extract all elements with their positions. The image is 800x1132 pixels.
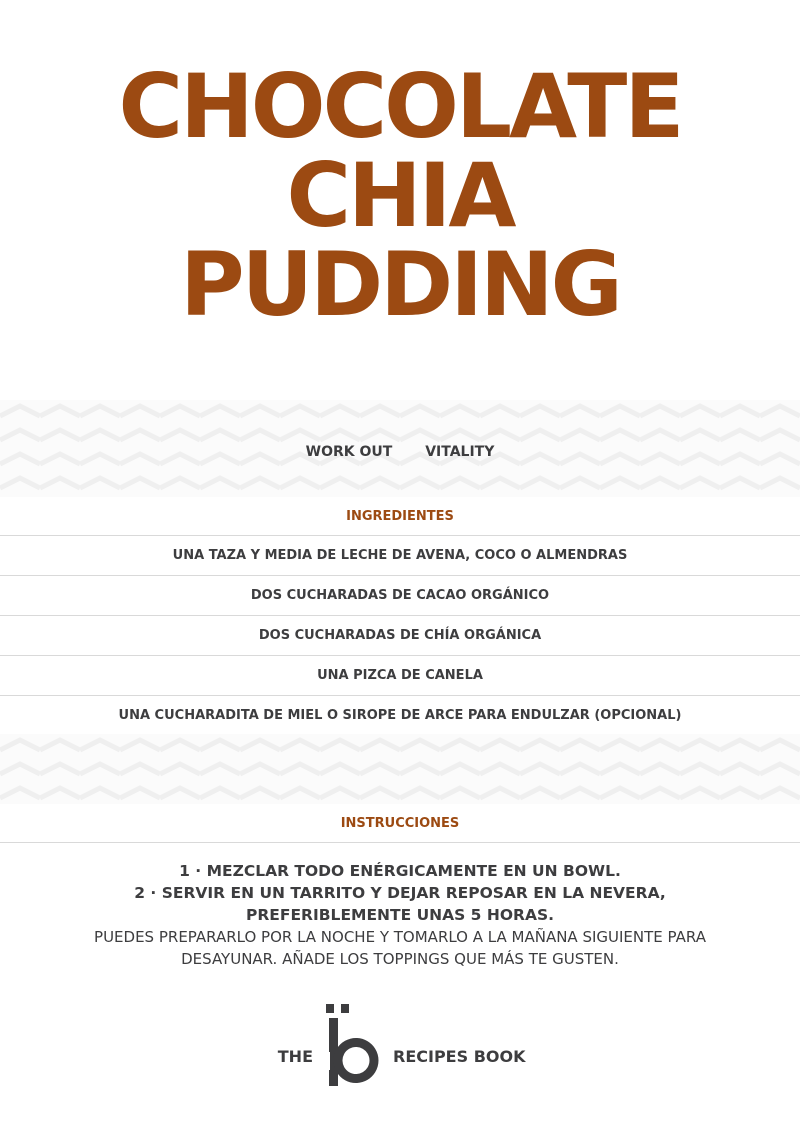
- chevron-pattern-icon: [0, 734, 800, 804]
- title-line-2: CHIA: [286, 144, 514, 247]
- ingredient-list: [0, 536, 800, 736]
- brand-text-the: THE: [277, 1047, 313, 1066]
- chevron-pattern-bottom: [0, 734, 800, 804]
- ingredient-item: UNA TAZA Y MEDIA DE LECHE DE AVENA, COCO O ALMENDRAS: [0, 536, 800, 576]
- title-line-3: PUDDING: [180, 233, 620, 336]
- ingredient-item: DOS CUCHARADAS DE CHÍA ORGÁNICA: [0, 616, 800, 656]
- instructions-body: [60, 860, 740, 970]
- ingredient-item: DOS CUCHARADAS DE CACAO ORGÁNICO: [0, 576, 800, 616]
- b-umlaut-logo-icon: [326, 1002, 386, 1092]
- recipe-title: [0, 55, 800, 336]
- brand-text-recipes-book: RECIPES BOOK: [393, 1047, 526, 1066]
- instruction-step-1: 1 · MEZCLAR TODO ENÉRGICAMENTE EN UN BOWL.: [179, 862, 621, 880]
- tag-workout: WORK OUT: [305, 444, 393, 460]
- ingredient-item: UNA PIZCA DE CANELA: [0, 656, 800, 696]
- instructions-heading: INSTRUCCIONES: [340, 816, 460, 831]
- tag-list: [0, 444, 800, 460]
- ingredients-heading: INGREDIENTES: [346, 509, 454, 524]
- instruction-note: PUEDES PREPARARLO POR LA NOCHE Y TOMARLO A LA MAÑANA SIGUIENTE PARA DESAYUNAR. AÑADE LOS TOPPINGS QUE MÁS TE GUSTEN.: [94, 928, 706, 968]
- brand-footer: [0, 1002, 800, 1092]
- instruction-step-2: 2 · SERVIR EN UN TARRITO Y DEJAR REPOSAR EN LA NEVERA, PREFERIBLEMENTE UNAS 5 HORAS.: [134, 884, 666, 924]
- title-line-1: CHOCOLATE: [118, 55, 682, 158]
- ingredient-item: UNA CUCHARADITA DE MIEL O SIROPE DE ARCE PARA ENDULZAR (OPCIONAL): [0, 696, 800, 736]
- tag-vitality: VITALITY: [425, 444, 495, 460]
- divider: [0, 842, 800, 843]
